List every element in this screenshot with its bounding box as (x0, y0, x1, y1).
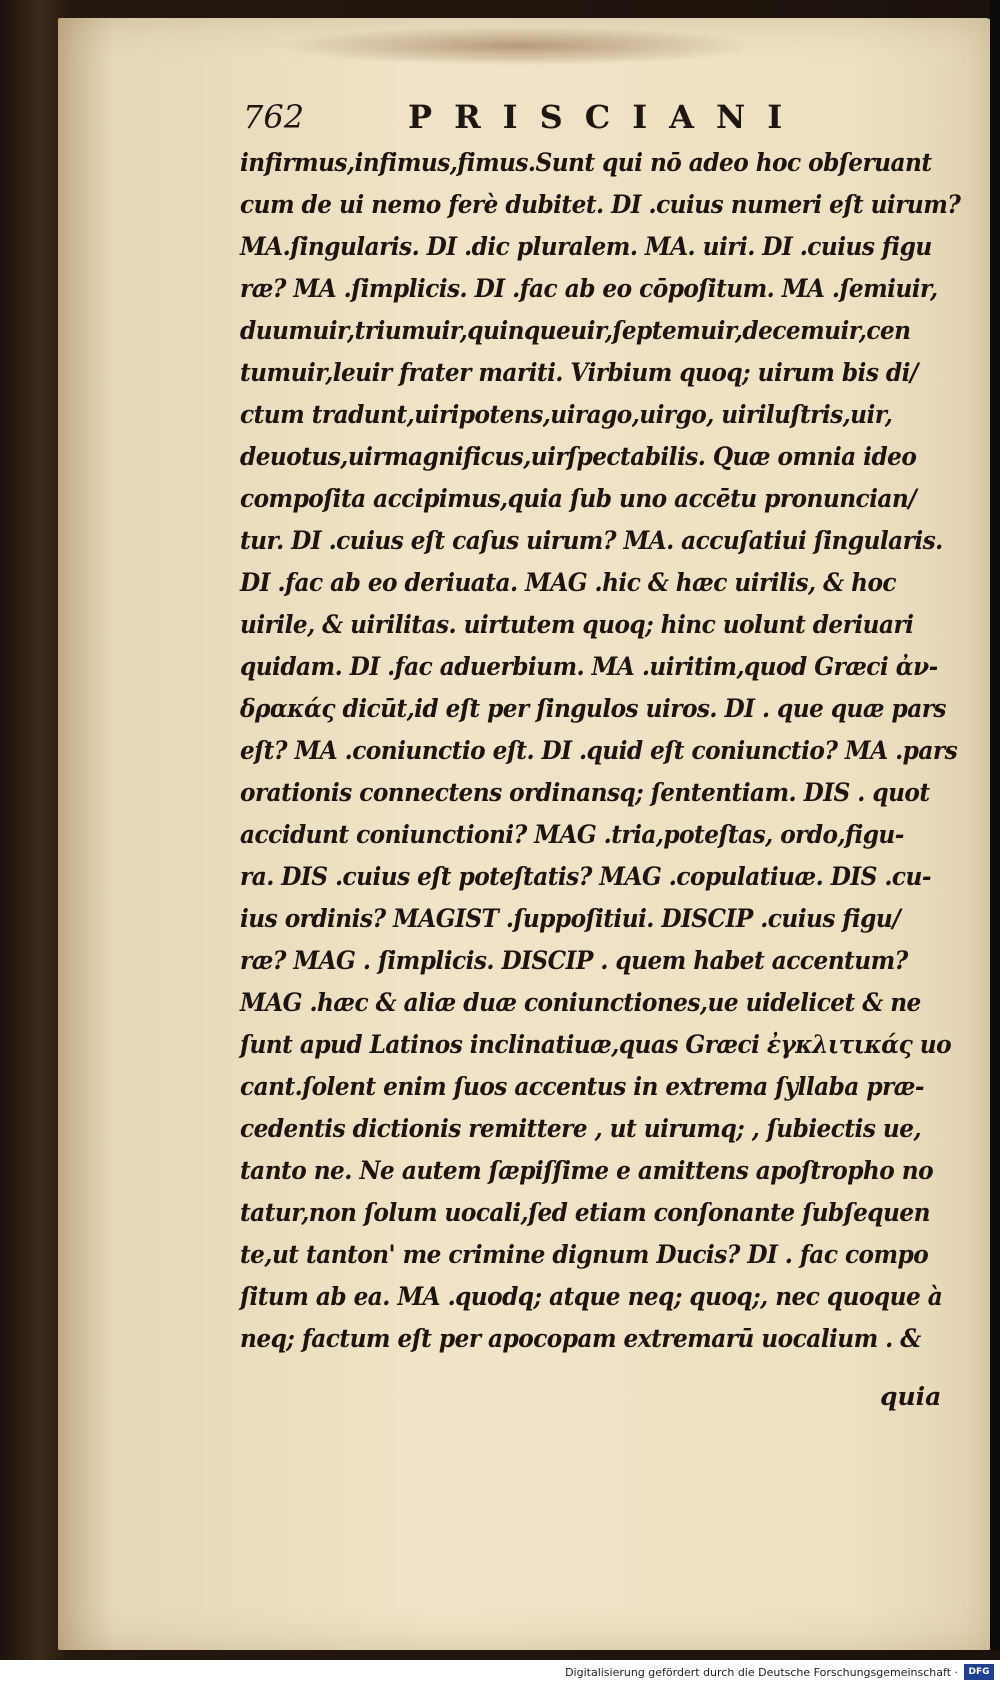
text-line: ctum tradunt,uiripotens,uirago,uirgo, uiriluſtris,uir, (240, 400, 893, 429)
text-line: ſitum ab ea. MA .quodq; atque neq; quoq;, nec quoque à (240, 1282, 943, 1311)
text-line: uirile, & uirilitas. uirtutem quoq; hinc uolunt deriuari (240, 610, 914, 639)
text-line: orationis connectens ordinansq; ſententiam. DIS . quot (240, 778, 930, 807)
text-line: ius ordinis? MAGIST .ſuppoſitiui. DISCIP .cuius figu/ (240, 904, 901, 933)
text-line: DI .fac ab eo deriuata. MAG .hic & hæc uirilis, & hoc (240, 568, 896, 597)
scan-edge (990, 0, 1000, 1650)
catchword: quia (880, 1382, 942, 1411)
text-line: quidam. DI .fac aduerbium. MA .uiritim,quod Græci ἀν- (240, 652, 938, 681)
page-title: PRISCIANI (408, 98, 805, 136)
text-line: ræ? MAG . ſimplicis. DISCIP . quem habet accentum? (240, 946, 908, 975)
text-line: eſt? MA .coniunctio eſt. DI .quid eſt coniunctio? MA .pars (240, 736, 958, 765)
footer-credit: Digitalisierung gefördert durch die Deutsche Forschungsgemeinschaft · (565, 1666, 958, 1679)
text-line: deuotus,uirmagnificus,uirſpectabilis. Quæ omnia ideo (240, 442, 917, 471)
text-line: tur. DI .cuius eſt caſus uirum? MA. accuſatiui ſingularis. (240, 526, 943, 555)
text-line: cant.ſolent enim ſuos accentus in extrema ſyllaba præ- (240, 1072, 924, 1101)
footer-bar (0, 1660, 1000, 1687)
text-line: cum de ui nemo ferè dubitet. DI .cuius numeri eſt uirum? (240, 190, 961, 219)
text-line: compoſita accipimus,quia ſub uno accētu pronuncian/ (240, 484, 917, 513)
text-line: tumuir,leuir frater mariti. Virbium quoq; uirum bis di/ (240, 358, 918, 387)
dfg-logo-icon: DFG (964, 1664, 994, 1680)
text-line: duumuir,triumuir,quinqueuir,ſeptemuir,decemuir,cen (240, 316, 911, 345)
page-number: 762 (243, 98, 305, 136)
text-line: ræ? MA .ſimplicis. DI .fac ab eo cōpoſitum. MA .ſemiuir, (240, 274, 938, 303)
text-line: neq; factum eſt per apocopam extremarū uocalium . & (240, 1324, 921, 1353)
text-line: δρακάς dicūt,id eſt per ſingulos uiros. DI . que quæ pars (240, 694, 946, 723)
text-line: te,ut tanton' me crimine dignum Ducis? DI . fac compo (240, 1240, 929, 1269)
body-text (240, 142, 961, 1360)
text-line: tanto ne. Ne autem ſæpiſſime e amittens apoſtropho no (240, 1156, 934, 1185)
text-line: tatur,non ſolum uocali,ſed etiam conſonante ſubſequen (240, 1198, 930, 1227)
text-line: accidunt coniunctioni? MAG .tria,poteſtas, ordo,figu- (240, 820, 904, 849)
text-line: MAG .hæc & aliæ duæ coniunctiones,ue uidelicet & ne (240, 988, 921, 1017)
text-line: infirmus,infimus,fimus.Sunt qui nō adeo hoc obſeruant (240, 148, 932, 177)
text-line: cedentis dictionis remittere , ut uirumq; , ſubiectis ue, (240, 1114, 922, 1143)
text-line: MA.ſingularis. DI .dic pluralem. MA. uiri. DI .cuius figu (240, 232, 932, 261)
text-line: ſunt apud Latinos inclinatiuæ,quas Græci ἐγκλιτικάς uo (240, 1030, 952, 1059)
text-line: ra. DIS .cuius eſt poteſtatis? MAG .copulatiuæ. DIS .cu- (240, 862, 931, 891)
running-head (243, 96, 943, 136)
